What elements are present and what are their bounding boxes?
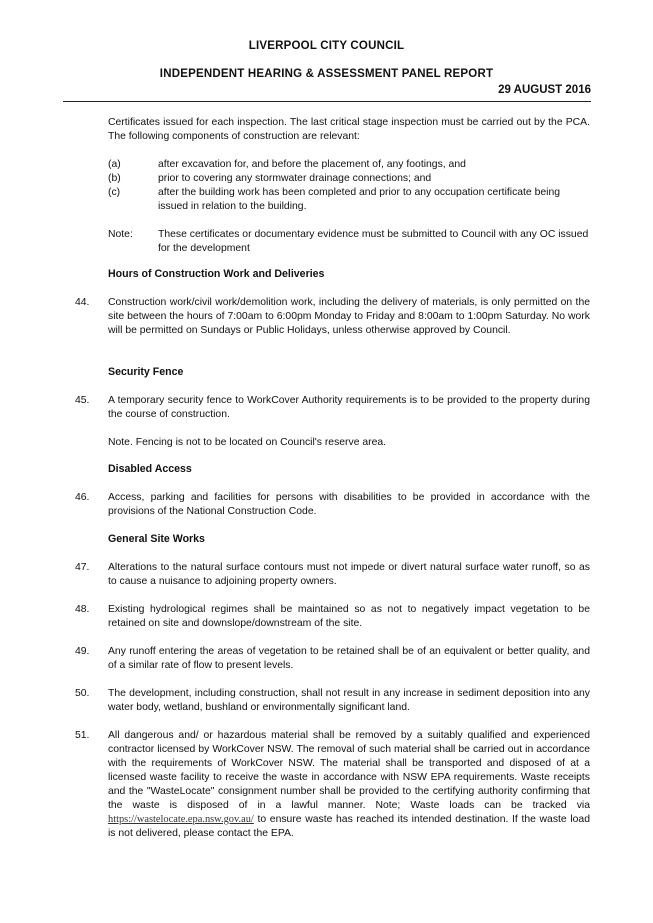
condition-text: A temporary security fence to WorkCover Authority requirements is to be provided to the property during the course of construction.	[108, 395, 590, 420]
condition-text: Any runoff entering the areas of vegetation to be retained shall be of an equivalent or better quality, and of a similar rate of flow to present levels.	[108, 646, 590, 671]
section-heading-hours: Hours of Construction Work and Deliveries	[108, 268, 325, 280]
condition-text: to ensure waste has reached its intended destination. If the waste load is not delivered, please contact the EPA.	[108, 814, 590, 839]
condition-text: All dangerous and/ or hazardous material shall be removed by a suitably qualified and experienced contractor licensed by WorkCover NSW. The removal of such material shall be carried out in accordance with the requirements of WorkCover NSW. The material shall be transported and disposed of at a licensed waste facility to receive the waste in accordance with NSW EPA requirements. Waste receipts and the "WasteLocate" consignment number shall be provided to the certifying authority confirming that the waste is disposed of in a lawful manner. Note; Waste loads can be tracked via	[108, 730, 590, 811]
condition-number: 47.	[75, 562, 90, 573]
council-name: LIVERPOOL CITY COUNCIL	[248, 40, 405, 52]
list-item-label: (b)	[108, 173, 121, 184]
section-heading-access: Disabled Access	[108, 463, 192, 475]
condition-text: Alterations to the natural surface contours must not impede or divert natural surface water runoff, so as to cause a nuisance to adjoining property owners.	[108, 562, 590, 587]
list-item-label: (a)	[108, 159, 121, 170]
section-heading-fence: Security Fence	[108, 366, 184, 378]
intro-paragraph: Certificates issued for each inspection. The last critical stage inspection must be carried out by the PCA. The following components of construction are relevant:	[108, 117, 590, 142]
condition-number: 46.	[75, 492, 90, 503]
condition-number: 49.	[75, 646, 90, 657]
condition-number: 48.	[75, 604, 90, 615]
condition-text: Existing hydrological regimes shall be maintained so as not to negatively impact vegetation to be retained on site and downslope/downstream of the site.	[108, 604, 590, 629]
report-title: INDEPENDENT HEARING & ASSESSMENT PANEL REPORT	[159, 68, 494, 80]
wastelocate-link[interactable]: https://wastelocate.epa.nsw.gov.au/	[108, 814, 254, 825]
condition-text-51	[108, 729, 590, 841]
condition-number: 50.	[75, 688, 90, 699]
list-item-text: prior to covering any stormwater drainage connections; and	[158, 173, 432, 184]
condition-number: 51.	[75, 730, 90, 741]
note-text: These certificates or documentary evidence must be submitted to Council with any OC issued for the development	[158, 229, 589, 254]
condition-number: 45.	[75, 395, 90, 406]
section-heading-site-works: General Site Works	[108, 533, 205, 545]
list-item-label: (c)	[108, 187, 121, 198]
note-label: Note:	[108, 229, 133, 240]
header-divider	[63, 101, 591, 102]
list-item-text: after the building work has been completed and prior to any occupation certificate being issued in relation to the building.	[158, 187, 561, 212]
condition-text: The development, including construction, shall not result in any increase in sediment deposition into any water body, wetland, bushland or environmentally significant land.	[108, 688, 590, 713]
list-item-text: after excavation for, and before the placement of, any footings, and	[158, 159, 466, 170]
condition-text: Access, parking and facilities for persons with disabilities to be provided in accordance with the provisions of the National Construction Code.	[108, 492, 590, 517]
condition-number: 44.	[75, 297, 90, 308]
condition-note: Note. Fencing is not to be located on Council's reserve area.	[108, 437, 387, 448]
report-date: 29 AUGUST 2016	[498, 84, 591, 96]
condition-text: Construction work/civil work/demolition work, including the delivery of materials, is only permitted on the site between the hours of 7:00am to 6:00pm Monday to Friday and 8:00am to 1:00pm Saturday. No work will be permitted on Sundays or Public Holidays, unless otherwise approved by Council.	[108, 297, 590, 336]
